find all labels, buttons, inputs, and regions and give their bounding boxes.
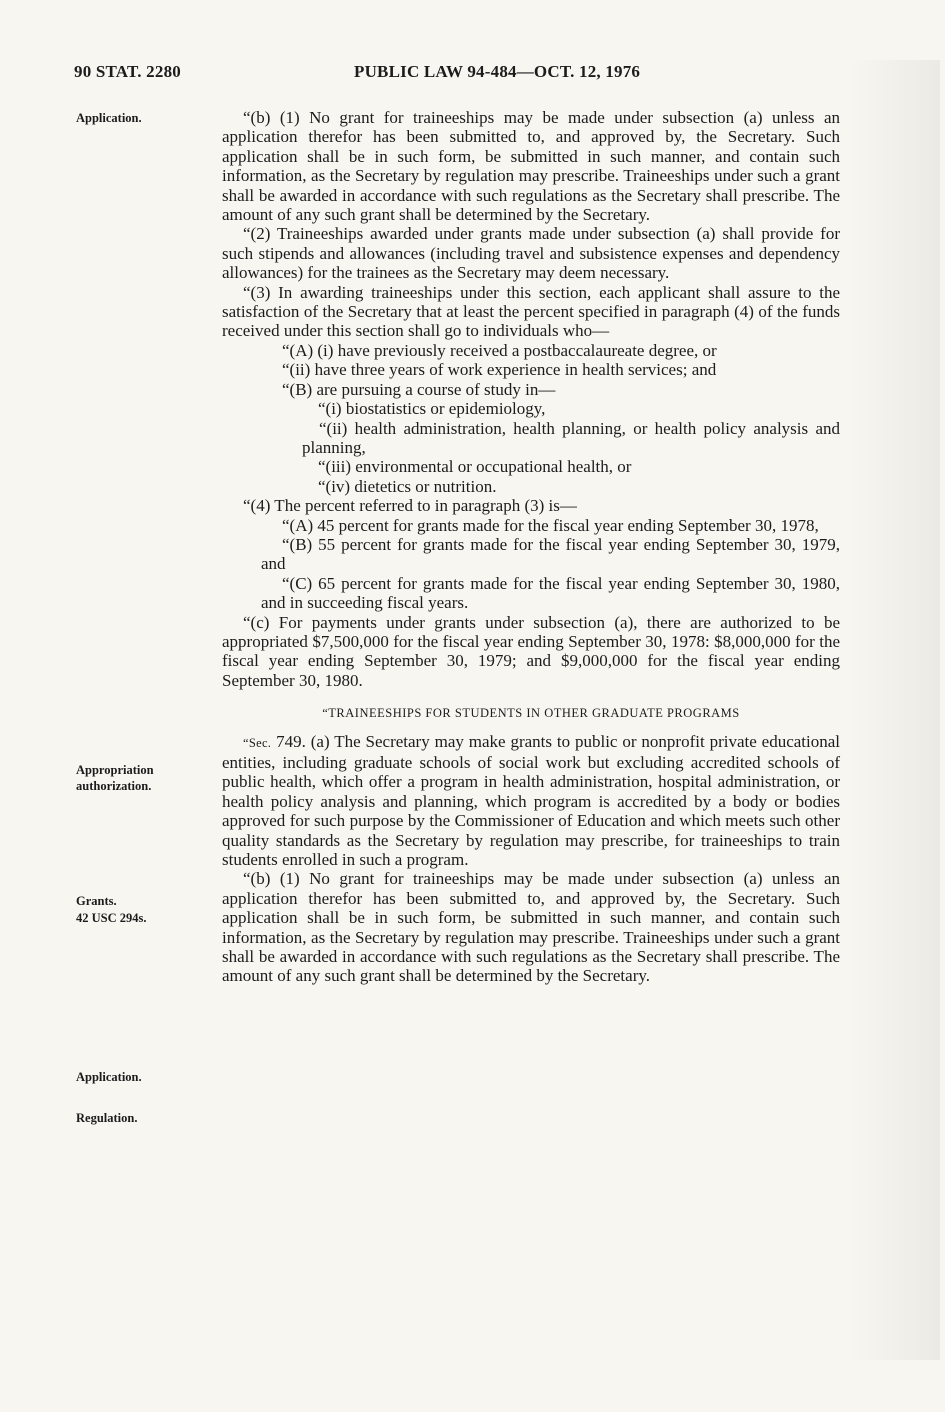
margin-note-application: Application. (76, 111, 142, 125)
section-heading: “TRAINEESHIPS FOR STUDENTS IN OTHER GRADUATE PROGRAMS (322, 706, 740, 721)
statute-page-ref: 90 STAT. 2280 (74, 62, 181, 81)
paragraph-b1: “(b) (1) No grant for traineeships may be made under subsection (a) unless an application therefor has been submitted to, and approved by, the Secretary. Such application shall be in such form, be submitted in such manner, and contain such information, as the Secretary by regulation may prescribe. Traineeships under such a grant shall be awarded in accordance with such regulations as the Secretary shall prescribe. The amount of any such grant shall be determined by the Secretary. (222, 108, 840, 225)
paragraph-b2: “(2) Traineeships awarded under grants made under subsection (a) shall provide for such stipends and allowances (including travel and subsistence expenses and dependency allowances) for the trainees as the Secretary may deem necessary. (222, 224, 840, 283)
list-item: “(A) 45 percent for grants made for the fiscal year ending September 30, 1978, (282, 515, 819, 535)
sec-749-a-text: 749. (a) The Secretary may make grants to public or nonprofit private educational entities, including graduate schools of social work but excluding accredited schools of public health, which offer a program in health administration, hospital administration, or health policy analysis and planning, which program is accredited by a body or bodies approved for such purpose by the Commissioner of Education and which meets such other quality standards as the Secretary by regulation may prescribe, for traineeships to train students enrolled in such a program. (222, 731, 840, 870)
paragraph-sec-749-b1: “(b) (1) No grant for traineeships may be made under subsection (a) unless an application therefor has been submitted to, and approved by, the Secretary. Such application shall be in such form, be submitted in such manner, and contain such information, as the Secretary by regulation may prescribe. Traineeships under such a grant shall be awarded in accordance with such regulations as the Secretary shall prescribe. The amount of any such grant shall be determined by the Secretary. (222, 869, 840, 986)
margin-note-usc: 42 USC 294s. (76, 911, 147, 925)
page-header (74, 62, 855, 88)
list-item: “(i) biostatistics or epidemiology, (318, 399, 546, 419)
margin-note-grants: Grants. (76, 894, 117, 908)
public-law-title: PUBLIC LAW 94-484—OCT. 12, 1976 (354, 62, 641, 81)
list-item: “(iv) dietetics or nutrition. (318, 476, 497, 496)
page-edge-shadow (850, 60, 940, 1360)
body-text (222, 108, 840, 986)
margin-note-appropriation: Appropriation authorization. (76, 763, 154, 793)
list-item: “(B) 55 percent for grants made for the fiscal year ending September 30, 1979, and (261, 534, 840, 574)
margin-note-application-2: Application. (76, 1070, 142, 1084)
paragraph-sec-749-a (222, 732, 840, 870)
paragraph-b3-a-i: “(A) (i) have previously received a postbaccalaureate degree, or (282, 340, 717, 360)
paragraph-b3: “(3) In awarding traineeships under this section, each applicant shall assure to the satisfaction of the Secretary that at least the percent specified in paragraph (4) of the funds received under this section shall go to individuals who— (222, 282, 840, 341)
paragraph-b3-b: “(B) are pursuing a course of study in— (282, 379, 556, 399)
list-item: “(C) 65 percent for grants made for the fiscal year ending September 30, 1980, and in succeeding fiscal years. (261, 573, 840, 613)
paragraph-b4: “(4) The percent referred to in paragraph (3) is— (243, 496, 577, 516)
list-item: “(iii) environmental or occupational health, or (318, 457, 632, 477)
paragraph-b3-a-ii: “(ii) have three years of work experience in health services; and (282, 360, 717, 380)
section-label: “Sec. (243, 735, 272, 750)
list-item: “(ii) health administration, health planning, or health policy analysis and planning, (302, 418, 840, 457)
paragraph-c: “(c) For payments under grants under subsection (a), there are authorized to be appropriated $7,500,000 for the fiscal year ending September 30, 1978: $8,000,000 for the fiscal year ending September 30, 1979; and $9,000,000 for the fiscal year ending September 30, 1980. (222, 612, 840, 690)
margin-note-regulation: Regulation. (76, 1111, 138, 1125)
